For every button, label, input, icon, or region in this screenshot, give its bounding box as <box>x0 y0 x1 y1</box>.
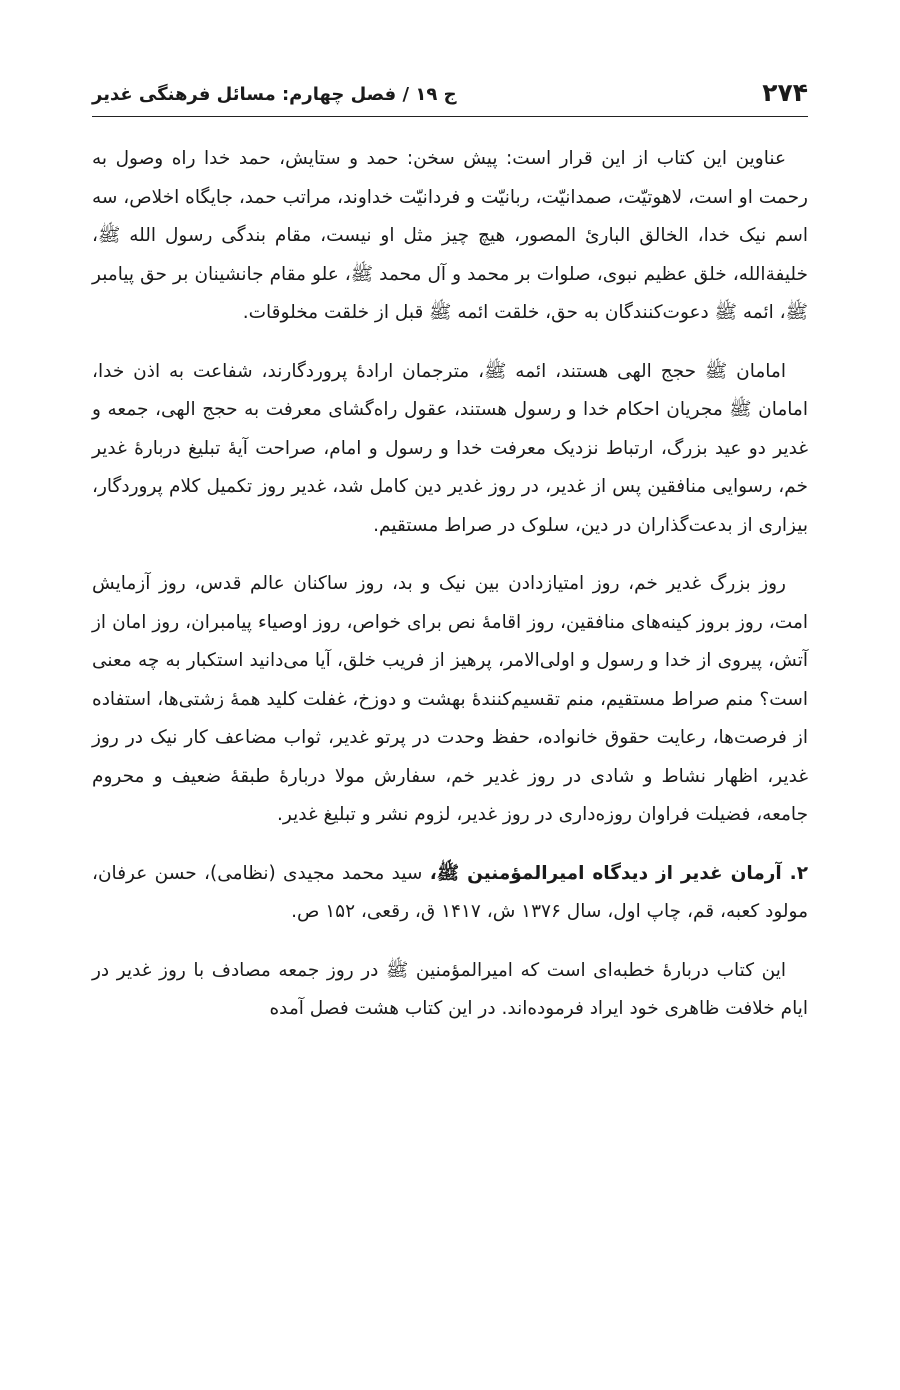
paragraph-5: این کتاب دربارهٔ خطبه‌ای است که امیرالمؤمنین ﷺ در روز جمعه مصادف با روز غدیر در ایام خلافت ظاهری خود ایراد فرموده‌اند. در این کتاب هشت فصل آمده <box>92 959 808 1019</box>
page-number: ۲۷۴ <box>762 78 808 107</box>
bibliography-item-title: ۲. آرمان غدیر از دیدگاه امیرالمؤمنین ﷺ، <box>429 862 808 884</box>
paragraph-2: امامان ﷺ حجج الهی هستند، ائمه ﷺ، مترجمان ارادهٔ پروردگارند، شفاعت به اذن خدا، امامان ﷺ مجریان احکام خدا و رسول هستند، عقول راه‌گشای معرفت به حجج الهی، جمعه و غدیر دو عید بزرگ، ارتباط نزدیک معرفت خدا و رسول و امام، صراحت آیهٔ تبلیغ دربارهٔ غدیر خم، رسوایی منافقین پس از غدیر، در روز غدیر دین کامل شد، غدیر روز تکمیل کلام پروردگار، بیزاری از بدعت‌گذاران در دین، سلوک در صراط مستقیم. <box>92 360 808 536</box>
paragraph-1: عناوین این کتاب از این قرار است: پیش سخن: حمد و ستایش، حمد خدا راه وصول به رحمت او است، لاهوتیّت، صمدانیّت، ربانیّت و فردانیّت خداوند، مراتب حمد، جایگاه اخلاص، سه اسم نیک خدا، الخالق البارئ المصور، هیچ چیز مثل او نیست، مقام بندگی رسول الله ﷺ، خلیفةالله، خلق عظیم نبوی، صلوات بر محمد و آل محمد ﷺ، علو مقام جانشینان بر حق پیامبر ﷺ، ائمه ﷺ دعوت‌کنندگان به حق، خلقت ائمه ﷺ قبل از خلقت مخلوقات. <box>92 148 808 323</box>
running-title: ج ۱۹ / فصل چهارم: مسائل فرهنگی غدیر <box>92 84 457 105</box>
paragraph-3: روز بزرگ غدیر خم، روز امتیازدادن بین نیک و بد، روز ساکنان عالم قدس، روز آزمایش امت، روز بروز کینه‌های منافقین، روز اقامهٔ نص برای خواص، روز اوصیاء پیامبران، روز امان از آتش، پیروی از خدا و رسول و اولی‌الامر، پرهیز از فریب خلق، آیا می‌دانید استکبار به چه معنی است؟ منم صراط مستقیم، منم تقسیم‌کنندهٔ بهشت و دوزخ، غفلت کلید همهٔ زشتی‌ها، استفاده از فرصت‌ها، رعایت حقوق خانواده، حفظ وحدت در پرتو غدیر، ثواب مضاعف کار نیک در روز غدیر، اظهار نشاط و شادی در روز غدیر خم، سفارش مولا دربارهٔ طبقهٔ ضعیف و محروم جامعه، فضیلت فراوان روزه‌داری در روز غدیر، لزوم نشر و تبلیغ غدیر. <box>92 573 808 825</box>
bibliography-item-2 <box>92 855 808 932</box>
bibliography-item-details: سید محمد مجیدی (نظامی)، حسن عرفان، مولود کعبه، قم، چاپ اول، سال ۱۳۷۶ ش، ۱۴۱۷ ق، رقعی، ۱۵۲ ص. <box>92 862 808 922</box>
page-header <box>92 58 808 117</box>
book-page <box>92 0 808 1390</box>
page-content <box>92 140 808 1049</box>
